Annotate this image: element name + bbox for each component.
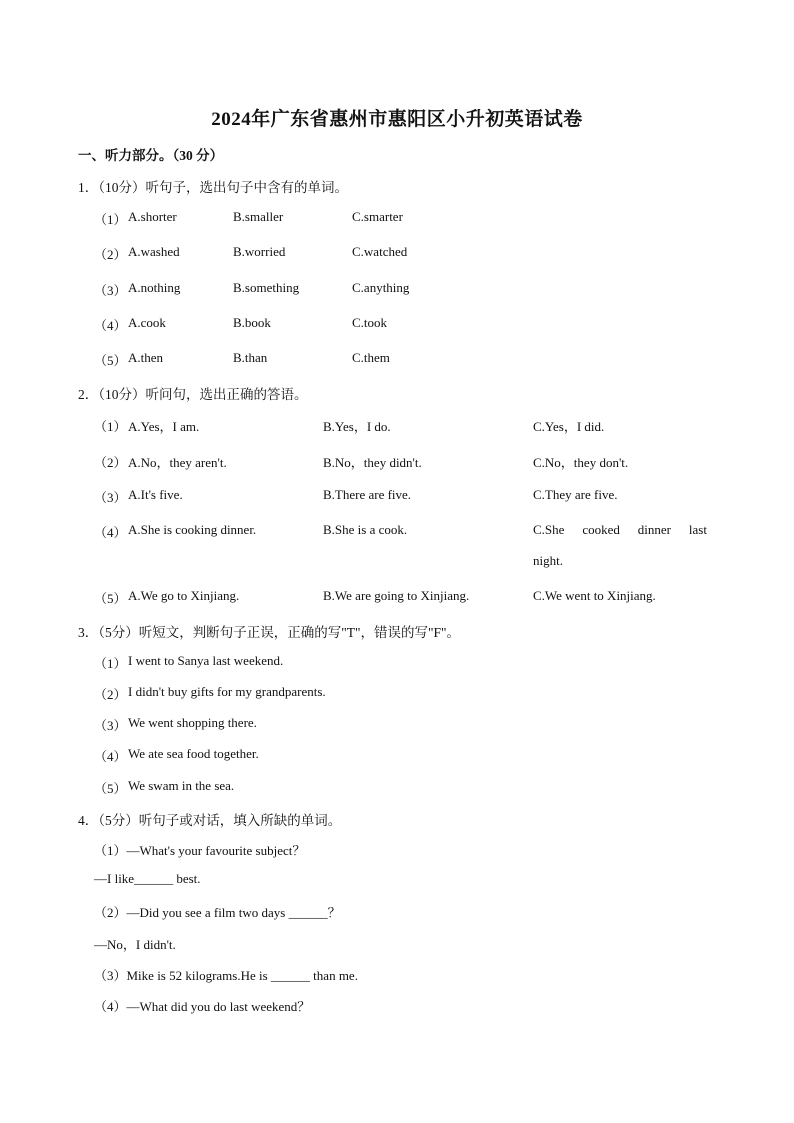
item-number: （4） [94, 749, 127, 764]
question-2-heading: 2．（10分）听问句，选出正确的答语。 [78, 387, 308, 402]
option-c-word: dinner [637, 522, 671, 537]
item-number: （3） [94, 490, 127, 505]
option-c [533, 522, 707, 538]
option-c: C.They are five. [533, 487, 618, 502]
q4-line-1: （1）—What's your favourite subject？ [94, 843, 306, 858]
item-number: （4） [94, 525, 127, 540]
option-b: B.Yes，I do. [323, 419, 391, 434]
page-title: 2024年广东省惠州市惠阳区小升初英语试卷 [211, 109, 583, 130]
option-c: C.anything [352, 280, 410, 295]
item-number: （2） [94, 455, 127, 470]
option-b: B.We are going to Xinjiang. [323, 588, 470, 603]
option-a: A.She is cooking dinner. [128, 522, 257, 537]
item-number: （1） [94, 656, 127, 671]
option-a: A.Yes，I am. [128, 419, 200, 434]
q4-line-2: —I like______ best. [94, 871, 201, 886]
option-b: B.something [233, 280, 300, 295]
option-a: A.No，they aren't. [128, 455, 227, 470]
option-a: A.shorter [128, 209, 177, 224]
option-b: B.She is a cook. [323, 522, 408, 537]
question-1-heading: 1．（10分）听句子，选出句子中含有的单词。 [78, 180, 348, 195]
option-b: B.No，they didn't. [323, 455, 422, 470]
q4-line-6: （4）—What did you do last weekend？ [94, 999, 311, 1014]
item-number: （3） [94, 718, 127, 733]
item-number: （5） [94, 353, 127, 368]
statement-text: We ate sea food together. [128, 746, 259, 761]
question-4-heading: 4．（5分）听句子或对话，填入所缺的单词。 [78, 813, 342, 828]
option-b: B.smaller [233, 209, 284, 224]
item-number: （4） [94, 318, 127, 333]
option-c-word: last [688, 522, 707, 537]
option-c: C.No，they don't. [533, 455, 629, 470]
q4-line-3: （2）—Did you see a film two days ______？ [94, 905, 341, 920]
option-c: C.smarter [352, 209, 403, 224]
option-a: A.washed [128, 244, 180, 259]
option-b: B.There are five. [323, 487, 412, 502]
option-c-word: cooked [582, 522, 620, 537]
item-number: （3） [94, 283, 127, 298]
option-c: C.We went to Xinjiang. [533, 588, 656, 603]
item-number: （1） [94, 419, 127, 434]
item-number: （5） [94, 591, 127, 606]
option-a: A.It's five. [128, 487, 183, 502]
q4-line-5: （3）Mike is 52 kilograms.He is ______ than me. [94, 968, 358, 983]
item-number: （1） [94, 212, 127, 227]
question-3-heading: 3．（5分）听短文，判断句子正误，正确的写"T"，错误的写"F"。 [78, 625, 461, 640]
statement-text: We went shopping there. [128, 715, 257, 730]
item-number: （5） [94, 781, 127, 796]
option-b: B.than [233, 350, 268, 365]
section-heading-listening: 一、听力部分。（30 分） [78, 148, 224, 163]
item-number: （2） [94, 687, 127, 702]
statement-text: I didn't buy gifts for my grandparents. [128, 684, 326, 699]
option-c: C.Yes，I did. [533, 419, 605, 434]
option-c-continuation: night. [533, 553, 563, 568]
option-c: C.watched [352, 244, 408, 259]
statement-text: I went to Sanya last weekend. [128, 653, 284, 668]
option-b: B.book [233, 315, 271, 330]
q4-line-4: —No，I didn't. [94, 937, 176, 952]
option-a: A.then [128, 350, 164, 365]
option-a: A.We go to Xinjiang. [128, 588, 240, 603]
option-c: C.them [352, 350, 390, 365]
statement-text: We swam in the sea. [128, 778, 235, 793]
option-b: B.worried [233, 244, 286, 259]
option-c: C.took [352, 315, 388, 330]
option-c-word: C.She [533, 522, 565, 537]
option-a: A.cook [128, 315, 166, 330]
item-number: （2） [94, 247, 127, 262]
option-a: A.nothing [128, 280, 181, 295]
